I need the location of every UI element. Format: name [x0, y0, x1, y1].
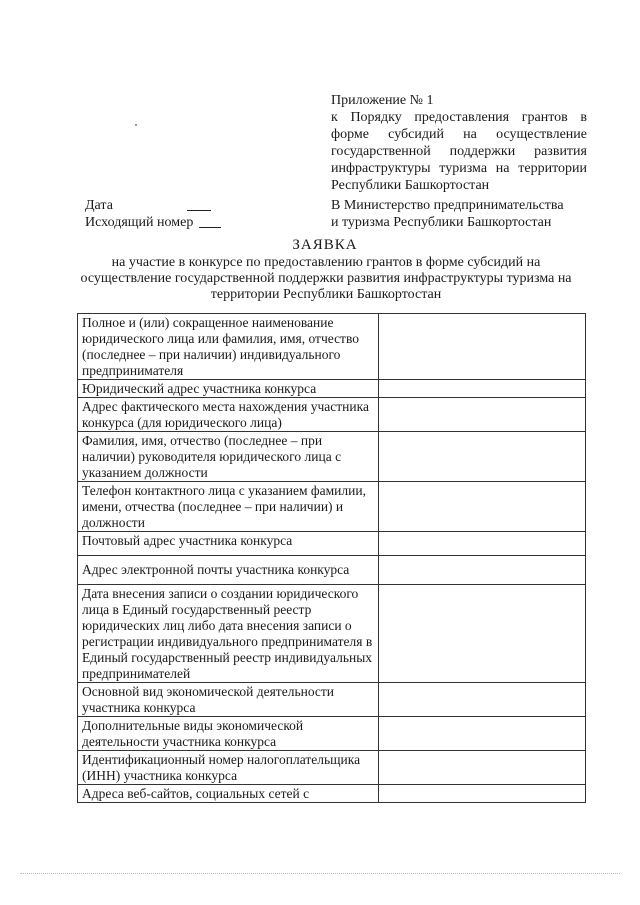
- row-label: Почтовый адрес участника конкурса: [78, 532, 379, 556]
- row-label: Телефон контактного лица с указанием фамилии, имени, отчества (последнее – при наличии) и должности: [78, 482, 379, 532]
- recipient-line-1: В Министерство предпринимательства: [331, 198, 564, 213]
- row-value-cell[interactable]: [378, 717, 585, 751]
- row-value-cell[interactable]: [378, 556, 585, 585]
- row-label: Основной вид экономической деятельности участника конкурса: [78, 683, 379, 717]
- row-value-cell[interactable]: [378, 532, 585, 556]
- appendix-header: [331, 92, 587, 194]
- table-row: [78, 556, 586, 585]
- date-blank: [187, 197, 211, 211]
- row-label: Адреса веб-сайтов, социальных сетей с: [78, 785, 379, 803]
- row-label: Адрес фактического места нахождения участника конкурса (для юридического лица): [78, 398, 379, 432]
- row-label: Фамилия, имя, отчество (последнее – при наличии) руководителя юридического лица с указанием должности: [78, 432, 379, 482]
- application-table: [77, 313, 586, 803]
- table-row: [78, 717, 586, 751]
- scan-artifact-line: [20, 873, 620, 874]
- date-row: [85, 197, 245, 214]
- table-row: [78, 432, 586, 482]
- table-row: [78, 482, 586, 532]
- row-label: Дополнительные виды экономической деятельности участника конкурса: [78, 717, 379, 751]
- row-value-cell[interactable]: [378, 482, 585, 532]
- row-value-cell[interactable]: [378, 585, 585, 683]
- recipient-block: [331, 197, 596, 231]
- number-blank: [199, 214, 221, 228]
- table-row: [78, 751, 586, 785]
- row-label: Юридический адрес участника конкурса: [78, 380, 379, 398]
- table-row: [78, 398, 586, 432]
- number-label: Исходящий номер: [85, 215, 194, 230]
- table-row: [78, 683, 586, 717]
- row-value-cell[interactable]: [378, 432, 585, 482]
- row-value-cell[interactable]: [378, 314, 585, 380]
- row-value-cell[interactable]: [378, 785, 585, 803]
- row-label: Дата внесения записи о создании юридического лица в Единый государственный реестр юридических лиц либо дата внесения записи о регистрации индивидуального предпринимателя в Единый государственный реестр индивидуальных предпринимателей: [78, 585, 379, 683]
- appendix-title: Приложение № 1: [331, 93, 434, 108]
- row-label: Полное и (или) сокращенное наименование юридического лица или фамилия, имя, отчество (последнее – при наличии) индивидуального предпринимателя: [78, 314, 379, 380]
- outgoing-meta: [85, 197, 245, 231]
- row-label: Адрес электронной почты участника конкурса: [78, 556, 379, 585]
- row-label: Идентификационный номер налогоплательщика (ИНН) участника конкурса: [78, 751, 379, 785]
- document-title: ЗАЯВКА: [292, 237, 358, 253]
- table-row: [78, 785, 586, 803]
- scan-speck: [135, 124, 137, 126]
- table-row: [78, 314, 586, 380]
- number-row: [85, 214, 245, 231]
- table-row: [78, 532, 586, 556]
- table-row: [78, 380, 586, 398]
- appendix-text: к Порядку предоставления грантов в форме субсидий на осуществление государственной поддержки развития инфраструктуры туризма на территории Республики Башкортостан: [331, 110, 587, 193]
- document-subtitle: на участие в конкурсе по предоставлению грантов в форме субсидий на осуществление государственной поддержки развития инфраструктуры туризма на территории Республики Башкортостан: [80, 255, 572, 302]
- row-value-cell[interactable]: [378, 380, 585, 398]
- row-value-cell[interactable]: [378, 683, 585, 717]
- recipient-line-2: и туризма Республики Башкортостан: [331, 215, 552, 230]
- date-label: Дата: [85, 198, 113, 213]
- table-row: [78, 585, 586, 683]
- row-value-cell[interactable]: [378, 398, 585, 432]
- row-value-cell[interactable]: [378, 751, 585, 785]
